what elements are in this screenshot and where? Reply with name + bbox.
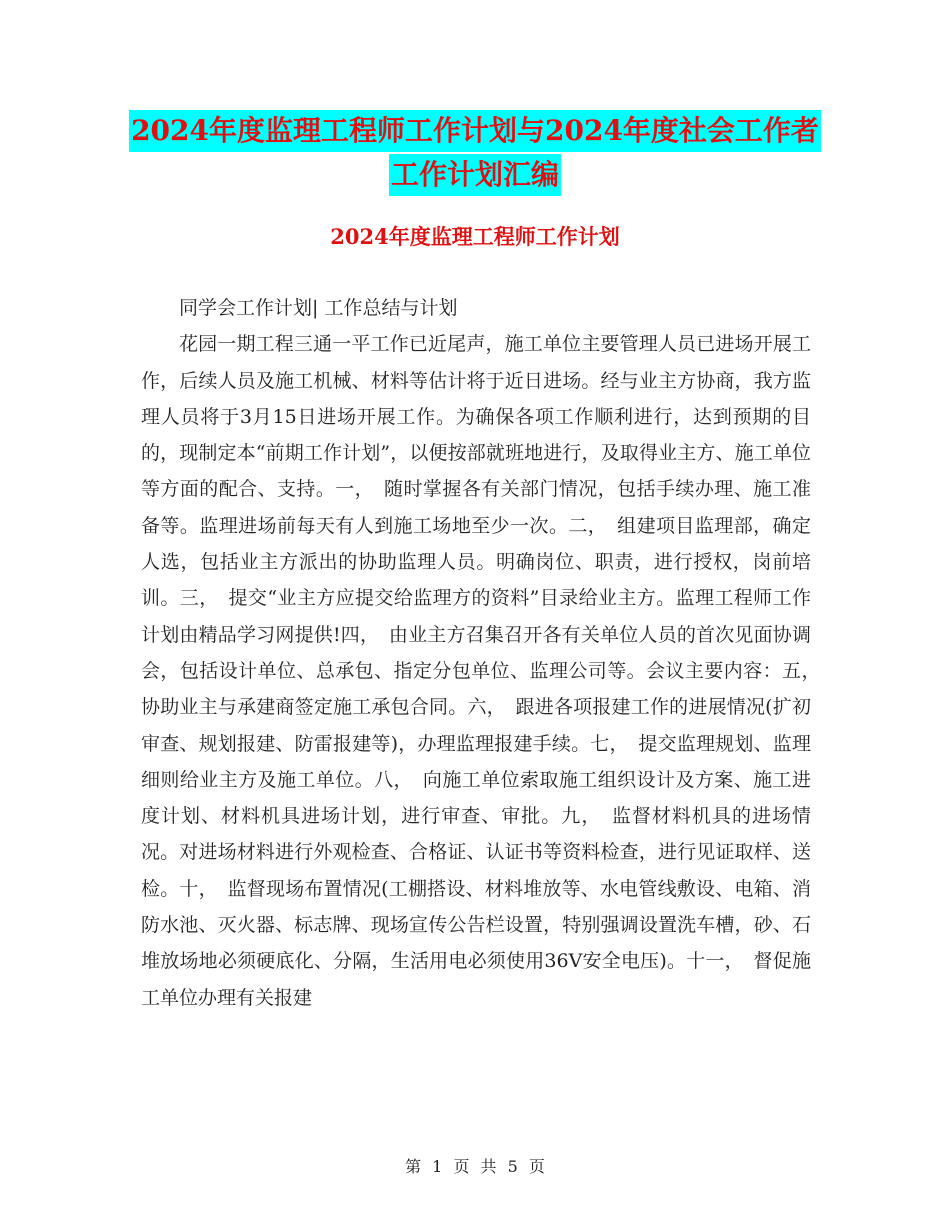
document-title-text-1: 2024年度监理工程师工作计划与2024年度社会工作者	[129, 110, 821, 152]
document-title-line-1	[0, 110, 950, 152]
paragraph-1: 同学会工作计划| 工作总结与计划	[179, 297, 458, 319]
document-title-line-2	[0, 154, 950, 196]
document-title-text-2: 工作计划汇编	[389, 154, 561, 196]
page-footer: 第 1 页 共 5 页	[405, 1157, 545, 1176]
paragraph-2: 花园一期工程三通一平工作已近尾声，施工单位主要管理人员已进场开展工作，后续人员及施工机械、材料等估计将于近日进场。经与业主方协商，我方监理人员将于3月15日进场开展工作。为确保各项工作顺利进行，达到预期的目的，现制定本“前期工作计划”，以便按部就班地进行，及取得业主方、施工单位等方面的配合、支持。一， 随时掌握各有关部门情况，包括手续办理、施工准备等。监理进场前每天有人到施工场地至少一次。二， 组建项目监理部，确定人选，包括业主方派出的协助监理人员。明确岗位、职责，进行授权，岗前培训。三， 提交“业主方应提交给监理方的资料”目录给业主方。监理工程师工作计划由精品学习网提供!四， 由业主方召集召开各有关单位人员的首次见面协调会，包括设计单位、总承包、指定分包单位、监理公司等。会议主要内容：五， 协助业主与承建商签定施工承包合同。六， 跟进各项报建工作的进展情况(扩初审查、规划报建、防雷报建等)，办理监理报建手续。七， 提交监理规划、监理细则给业主方及施工单位。八， 向施工单位索取施工组织设计及方案、施工进度计划、材料机具进场计划，进行审查、审批。九， 监督材料机具的进场情况。对进场材料进行外观检查、合格证、认证书等资料检查，进行见证取样、送检。十， 监督现场布置情况(工棚搭设、材料堆放等、水电管线敷设、电箱、消防水池、灭火器、标志牌、现场宣传公告栏设置，特别强调设置洗车槽，砂、石堆放场地必须硬底化、分隔，生活用电必须使用36V安全电压)。十一， 督促施工单位办理有关报建	[141, 333, 831, 1009]
document-body	[141, 290, 831, 1016]
section-title: 2024年度监理工程师工作计划	[330, 224, 620, 249]
